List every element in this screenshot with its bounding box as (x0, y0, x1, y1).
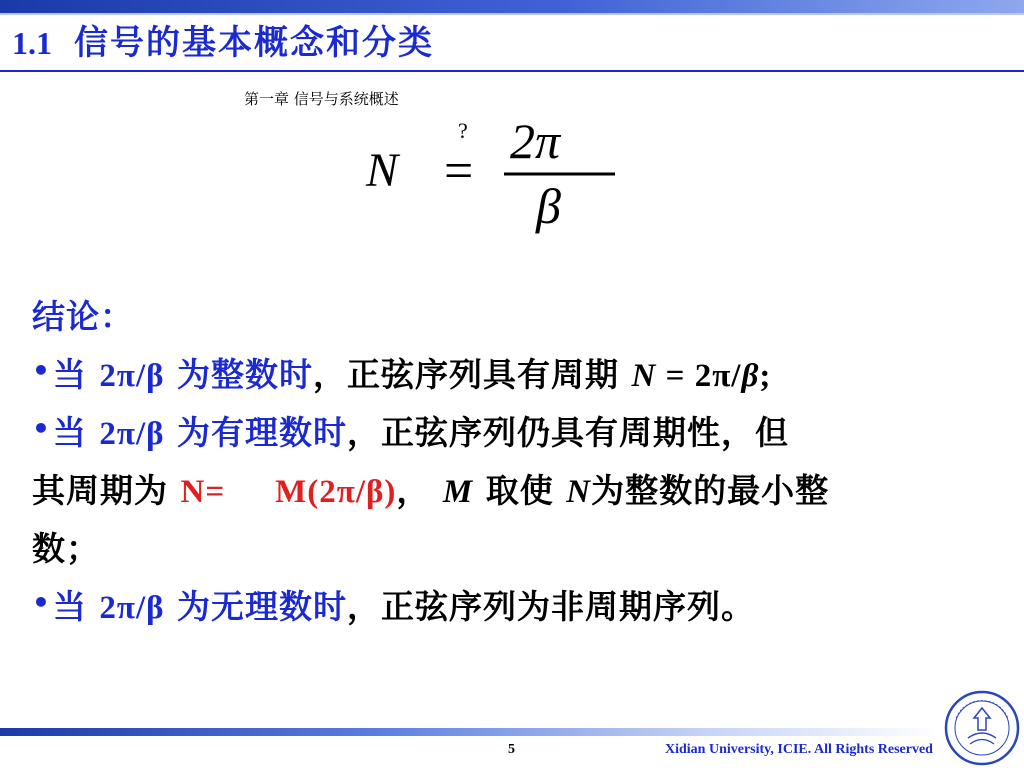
result-end: ; (759, 358, 772, 394)
item-text: 正弦序列仍具有周期性，但 (381, 413, 790, 452)
conclusion-item-integer (32, 346, 992, 404)
slide-title (12, 18, 434, 68)
section-title: 信号的基本概念和分类 (74, 23, 434, 63)
item-text: 正弦序列具有周期 (347, 355, 620, 394)
conclusion-period-definition (32, 462, 992, 520)
formula-equals: = (444, 143, 474, 200)
result-beta: β (741, 358, 760, 394)
item-text: 正弦序列为非周期序列。 (381, 587, 756, 626)
conclusion-period-definition-cont: 数； (32, 529, 100, 568)
item-lead: 当 (52, 587, 87, 626)
item-expression: 2π/β (99, 416, 165, 452)
period-end: 为整数的最小整 (591, 471, 830, 510)
chapter-label: 第一章 信号与系统概述 (244, 90, 399, 108)
item-expression: 2π/β (99, 590, 165, 626)
result-equation: = 2π/ (656, 358, 742, 394)
bullet-icon: • (32, 586, 51, 619)
top-accent-line (0, 13, 1024, 15)
page-number: 5 (508, 742, 515, 757)
top-gradient-bar (0, 0, 1024, 13)
item-comma: ， (313, 355, 348, 394)
period-m-expression: M(2π/β) (275, 474, 397, 510)
item-comma: ， (347, 413, 382, 452)
section-number: 1.1 (12, 25, 52, 61)
item-condition: 为无理数时 (177, 587, 348, 626)
period-n-equals: N= (180, 474, 226, 510)
period-comma: ， (396, 471, 431, 510)
university-seal-icon (942, 688, 1022, 768)
formula-denominator: β (536, 178, 561, 234)
period-formula (360, 113, 630, 238)
formula-numerator: 2π (510, 113, 561, 169)
item-comma: ， (347, 587, 382, 626)
item-expression: 2π/β (99, 358, 165, 394)
footer-gradient-bar (0, 728, 940, 736)
period-start: 其周期为 (32, 471, 168, 510)
conclusion-item-rational (32, 404, 992, 462)
result-variable: N (631, 358, 657, 394)
bullet-icon: • (32, 412, 51, 445)
formula-lhs: N (366, 144, 399, 197)
conclusion-item-irrational (32, 578, 992, 636)
title-underline (0, 70, 1024, 72)
item-condition: 为整数时 (177, 355, 314, 394)
copyright-notice: Xidian University, ICIE. All Rights Reserved (665, 742, 933, 757)
m-variable: M (442, 474, 474, 510)
bullet-icon: • (32, 354, 51, 387)
item-lead: 当 (52, 355, 87, 394)
n-variable: N (566, 474, 592, 510)
conclusion-block (32, 288, 992, 636)
formula-question-mark: ? (458, 118, 468, 143)
period-mid: 取使 (485, 471, 554, 510)
item-condition: 为有理数时 (177, 413, 348, 452)
item-lead: 当 (52, 413, 87, 452)
conclusion-heading: 结论： (32, 297, 134, 336)
